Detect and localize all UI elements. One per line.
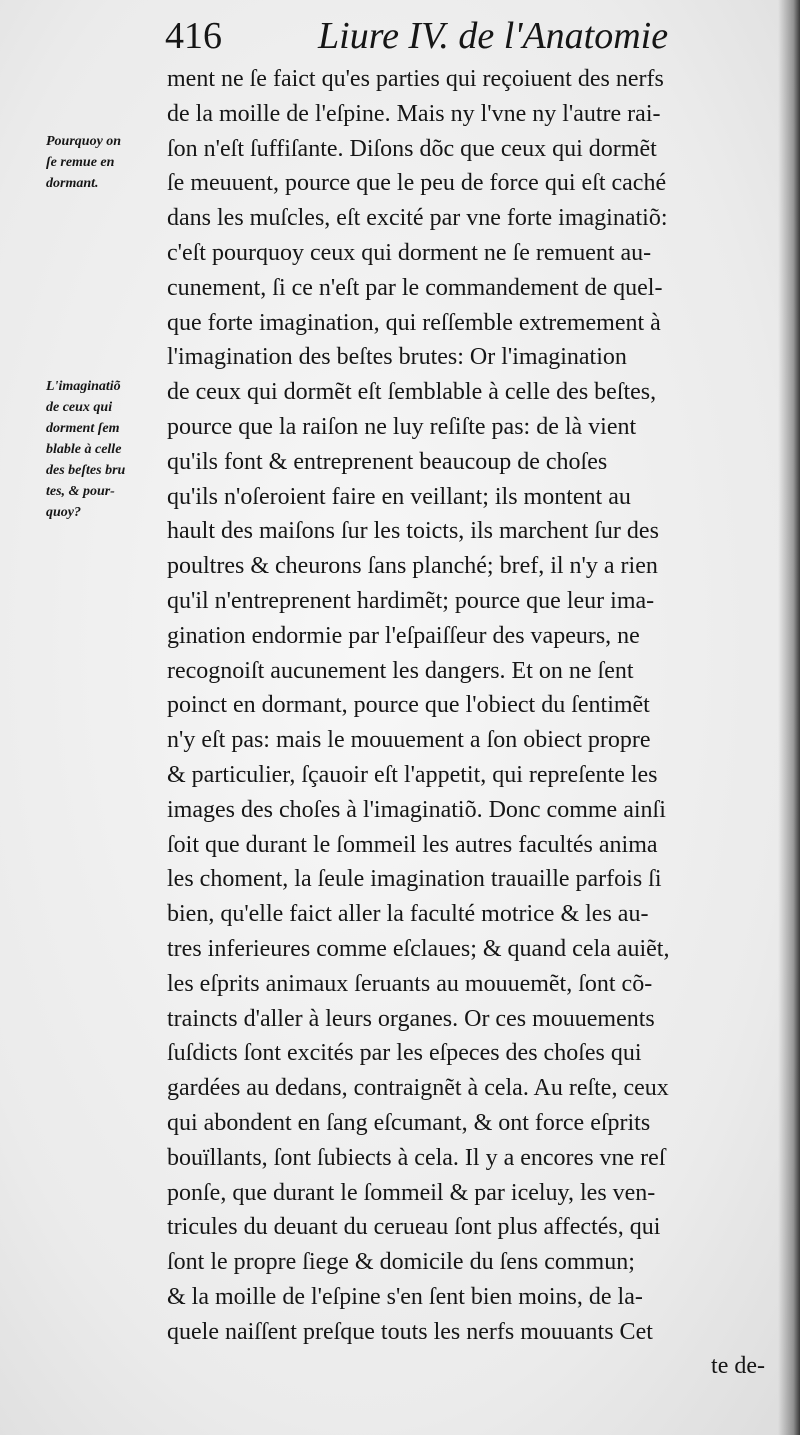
- text-line: n'y eſt pas: mais le mouuement a ſon obiect propre: [167, 727, 651, 754]
- text-line: ſuſdicts ſont excités par les eſpeces des choſes qui: [167, 1040, 642, 1067]
- page-header: [165, 8, 770, 64]
- body-text: [167, 62, 765, 1384]
- margin-note-line: de ceux qui: [46, 400, 113, 415]
- margin-note-line: dorment ſem: [46, 421, 120, 436]
- text-line: cunement, ſi ce n'eſt par le commandement de quel-: [167, 274, 663, 301]
- text-line: les choment, la ſeule imagination trauaille parfois ſi: [167, 866, 662, 893]
- running-title: Liure IV. de l'Anatomie: [318, 15, 669, 57]
- text-line: qu'ils font & entreprenent beaucoup de choſes: [167, 448, 608, 475]
- margin-note-line: dormant.: [46, 176, 99, 191]
- text-line: qu'ils n'oſeroient faire en veillant; ils montent au: [167, 483, 631, 510]
- text-line: ſont le propre ſiege & domicile du ſens commun;: [167, 1249, 635, 1276]
- text-line: ſe meuuent, pource que le peu de force qui eſt caché: [167, 170, 667, 197]
- margin-note-line: blable à celle: [46, 442, 122, 457]
- margin-note-1: [46, 131, 166, 194]
- text-line: dans les muſcles, eſt excité par vne forte imaginatiõ:: [167, 205, 668, 232]
- text-line: images des choſes à l'imaginatiõ. Donc comme ainſi: [167, 796, 666, 823]
- text-line: de la moille de l'eſpine. Mais ny l'vne ny l'autre rai-: [167, 100, 661, 127]
- text-line: quele naiſſent preſque touts les nerfs mouuants Cet: [167, 1318, 653, 1345]
- margin-note-line: L'imaginatiõ: [46, 379, 121, 394]
- catchword: te de-: [711, 1353, 765, 1380]
- text-line: ſoit que durant le ſommeil les autres facultés anima: [167, 831, 658, 858]
- text-line: recognoiſt aucunement les dangers. Et on ne ſent: [167, 657, 634, 684]
- text-line: & particulier, ſçauoir eſt l'appetit, qui repreſente les: [167, 761, 658, 788]
- text-line: ponſe, que durant le ſommeil & par iceluy, les ven-: [167, 1179, 656, 1206]
- text-line: ment ne ſe faict qu'es parties qui reçoiuent des nerfs: [167, 66, 664, 92]
- text-line: hault des maiſons ſur les toicts, ils marchent ſur des: [167, 518, 659, 545]
- text-line: & la moille de l'eſpine s'en ſent bien moins, de la-: [167, 1283, 643, 1310]
- text-line: tres inferieures comme eſclaues; & quand cela auiẽt,: [167, 935, 670, 962]
- margin-note-line: des beſtes bru: [46, 463, 126, 478]
- margin-note-line: ſe remue en: [46, 155, 115, 170]
- text-line: gination endormie par l'eſpaiſſeur des vapeurs, ne: [167, 622, 640, 649]
- text-line: qui abondent en ſang eſcumant, & ont force eſprits: [167, 1109, 651, 1136]
- text-line: c'eſt pourquoy ceux qui dorment ne ſe remuent au-: [167, 239, 652, 266]
- text-line: pource que la raiſon ne luy reſiſte pas: de là vient: [167, 413, 637, 440]
- text-line: l'imagination des beſtes brutes: Or l'imagination: [167, 344, 627, 371]
- text-line: bouïllants, ſont ſubiects à cela. Il y a encores vne reſ: [167, 1144, 666, 1171]
- text-line: poinct en dormant, pource que l'obiect du ſentimẽt: [167, 692, 650, 719]
- text-line: ſon n'eſt ſuffiſante. Diſons dõc que ceux qui dormẽt: [167, 135, 657, 162]
- margin-note-line: tes, & pour-: [46, 484, 115, 499]
- text-line: que forte imagination, qui reſſemble extremement à: [167, 309, 661, 336]
- text-line: traincts d'aller à leurs organes. Or ces mouuements: [167, 1005, 655, 1032]
- text-line: poultres & cheurons ſans planché; bref, il n'y a rien: [167, 553, 658, 580]
- margin-note-line: Pourquoy on: [46, 134, 122, 149]
- margin-note-line: quoy?: [46, 505, 81, 520]
- text-line: qu'il n'entreprenent hardimẽt; pource que leur ima-: [167, 587, 655, 614]
- text-line: gardées au dedans, contraignẽt à cela. Au reſte, ceux: [167, 1075, 669, 1102]
- text-line: tricules du deuant du cerueau ſont plus affectés, qui: [167, 1214, 661, 1241]
- page-number: 416: [165, 15, 222, 57]
- text-line: de ceux qui dormẽt eſt ſemblable à celle des beſtes,: [167, 379, 657, 406]
- page-edge-shadow: [778, 0, 800, 1435]
- text-line: les eſprits animaux ſeruants au mouuemẽt, ſont cõ-: [167, 970, 653, 997]
- text-line: bien, qu'elle faict aller la faculté motrice & les au-: [167, 901, 649, 928]
- margin-note-2: [46, 376, 166, 523]
